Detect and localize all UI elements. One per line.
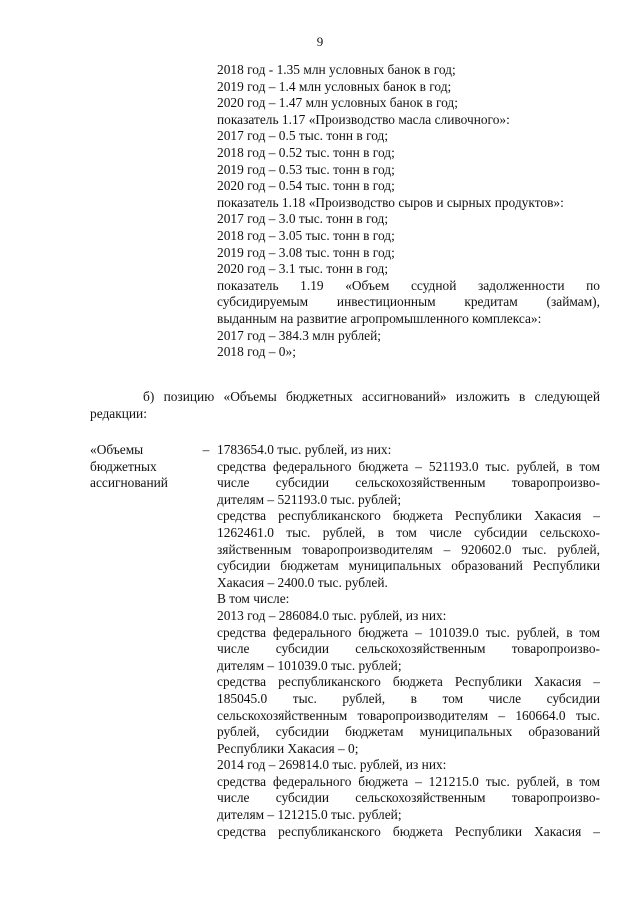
value-line: средства федерального бюджета – 521193.0 тыс. рублей, в том [217, 458, 600, 474]
value-line: дителям – 101039.0 тыс. рублей; [217, 657, 402, 673]
text-line: 2019 год – 0.53 тыс. тонн в год; [217, 161, 395, 177]
indicator-values-block [217, 62, 600, 361]
parameter-name-line: бюджетных [90, 458, 157, 474]
text-line: 2017 год – 384.3 млн рублей; [217, 327, 381, 343]
text-line: 2018 год - 1.35 млн условных банок в год; [217, 62, 456, 77]
text-line: 2017 год – 3.0 тыс. тонн в год; [217, 211, 389, 227]
value-line: Республики Хакасия – 0; [217, 740, 359, 756]
text-line: 2020 год – 3.1 тыс. тонн в год; [217, 261, 389, 277]
text-line: 2017 год – 0.5 тыс. тонн в год; [217, 128, 389, 144]
text-line: 2018 год – 0»; [217, 344, 296, 360]
indicator-heading: показатель 1.17 «Производство масла сливочного»: [217, 111, 510, 127]
value-line: дителям – 521193.0 тыс. рублей; [217, 491, 402, 507]
text-line: 2019 год – 1.4 млн условных банок в год; [217, 78, 452, 94]
separator-dash: – [202, 442, 210, 457]
value-line: средства федерального бюджета – 121215.0 тыс. рублей, в том [217, 773, 600, 789]
value-line: 1262461.0 тыс. рублей, в том числе субсидии сельскохо- [217, 524, 600, 540]
value-line: Хакасия – 2400.0 тыс. рублей. [217, 574, 388, 590]
value-line: числе субсидии сельскохозяйственным товаропроизво- [217, 790, 600, 806]
value-line: 185045.0 тыс. рублей, в том числе субсидии [217, 690, 600, 706]
amendment-text-line: б) позицию «Объемы бюджетных ассигнований» изложить в следующей [143, 389, 600, 404]
value-line: средства республиканского бюджета Республики Хакасия – [217, 508, 600, 524]
value-line: 2014 год – 269814.0 тыс. рублей, из них: [217, 757, 447, 773]
indicator-heading: показатель 1.19 «Объем ссудной задолженности по [217, 277, 600, 293]
value-line: субсидии бюджетам муниципальных образований Республики [217, 558, 600, 574]
value-line: средства федерального бюджета – 101039.0 тыс. рублей, в том [217, 624, 600, 640]
indicator-heading: показатель 1.18 «Производство сыров и сырных продуктов»: [217, 194, 564, 210]
value-line: дителям – 121215.0 тыс. рублей; [217, 807, 402, 823]
value-line: числе субсидии сельскохозяйственным товаропроизво- [217, 641, 600, 657]
parameter-name-line: ассигнований [90, 475, 168, 491]
indicator-heading: выданным на развитие агропромышленного комплекса»: [217, 310, 542, 326]
value-line: средства республиканского бюджета Республики Хакасия – [217, 823, 600, 839]
text-line: 2018 год – 0.52 тыс. тонн в год; [217, 144, 395, 160]
value-line: сельскохозяйственным товаропроизводителям – 160664.0 тыс. [217, 707, 600, 723]
value-line: 1783654.0 тыс. рублей, из них: [217, 442, 392, 457]
value-line: зяйственным товаропроизводителям – 920602.0 тыс. рублей, [217, 541, 600, 557]
text-line: 2019 год – 3.08 тыс. тонн в год; [217, 244, 395, 260]
text-line: 2020 год – 1.47 млн условных банок в год; [217, 95, 458, 111]
page-number: 9 [316, 34, 324, 49]
parameter-name [90, 442, 200, 492]
value-line: средства республиканского бюджета Республики Хакасия – [217, 674, 600, 690]
value-line: рублей, субсидии бюджетам муниципальных образований [217, 724, 600, 740]
value-line: числе субсидии сельскохозяйственным товаропроизво- [217, 475, 600, 491]
text-line: 2018 год – 3.05 тыс. тонн в год; [217, 227, 395, 243]
value-line: В том числе: [217, 591, 290, 607]
text-line: 2020 год – 0.54 тыс. тонн в год; [217, 178, 395, 194]
parameter-value [217, 442, 600, 840]
indicator-heading: субсидируемым инвестиционным кредитам (займам), [217, 294, 600, 310]
amendment-text-line: редакции: [90, 405, 147, 421]
parameter-name-line: «Объемы [90, 442, 144, 457]
amendment-paragraph [90, 389, 600, 422]
value-line: 2013 год – 286084.0 тыс. рублей, из них: [217, 607, 447, 623]
